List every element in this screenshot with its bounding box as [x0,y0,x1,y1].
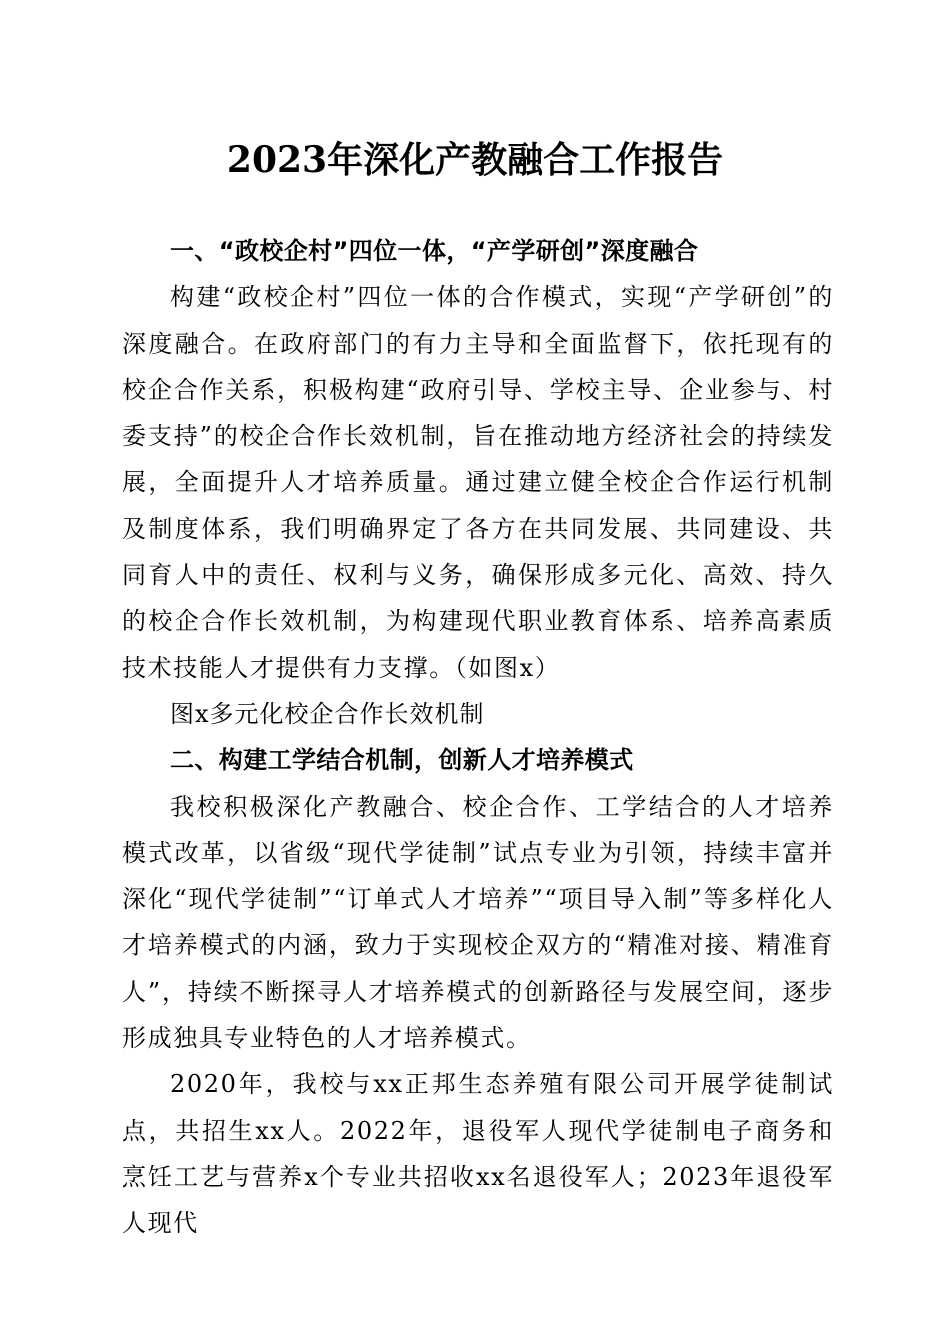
document-title: 2023年深化产教融合工作报告 [226,139,724,181]
figure-caption: 图x多元化校企合作长效机制 [170,699,485,728]
section-1-paragraph: 构建“政校企村”四位一体的合作模式，实现“产学研创”的深度融合。在政府部门的有力主导和全面监督下，依托现有的校企合作关系，积极构建“政府引导、学校主导、企业参与、村委支持”的校企合作长效机制，旨在推动地方经济社会的持续发展，全面提升人才培养质量。通过建立健全校企合作运行机制及制度体系，我们明确界定了各方在共同发展、共同建设、共同育人中的责任、权利与义务，确保形成多元化、高效、持久的校企合作长效机制，为构建现代职业教育体系、培养高素质技术技能人才提供有力支撑。（如图x） [122,283,834,682]
section-1-heading: 一、“政校企村”四位一体，“产学研创”深度融合 [170,237,699,265]
section-2-heading: 二、构建工学结合机制，创新人才培养模式 [170,746,634,775]
section-2-paragraph-2: 2020年，我校与xx正邦生态养殖有限公司开展学徒制试点，共招生xx人。2022年，退役军人现代学徒制电子商务和烹饪工艺与营养x个专业共招收xx名退役军人；2023年退役军人现代 [122,1070,834,1238]
document-body [122,228,834,1247]
section-2-paragraph-1: 我校积极深化产教融合、校企合作、工学结合的人才培养模式改革，以省级“现代学徒制”试点专业为引领，持续丰富并深化“现代学徒制”“订单式人才培养”“项目导入制”等多样化人才培养模式的内涵，致力于实现校企双方的“精准对接、精准育人”，持续不断探寻人才培养模式的创新路径与发展空间，逐步形成独具专业特色的人才培养模式。 [122,792,834,1053]
